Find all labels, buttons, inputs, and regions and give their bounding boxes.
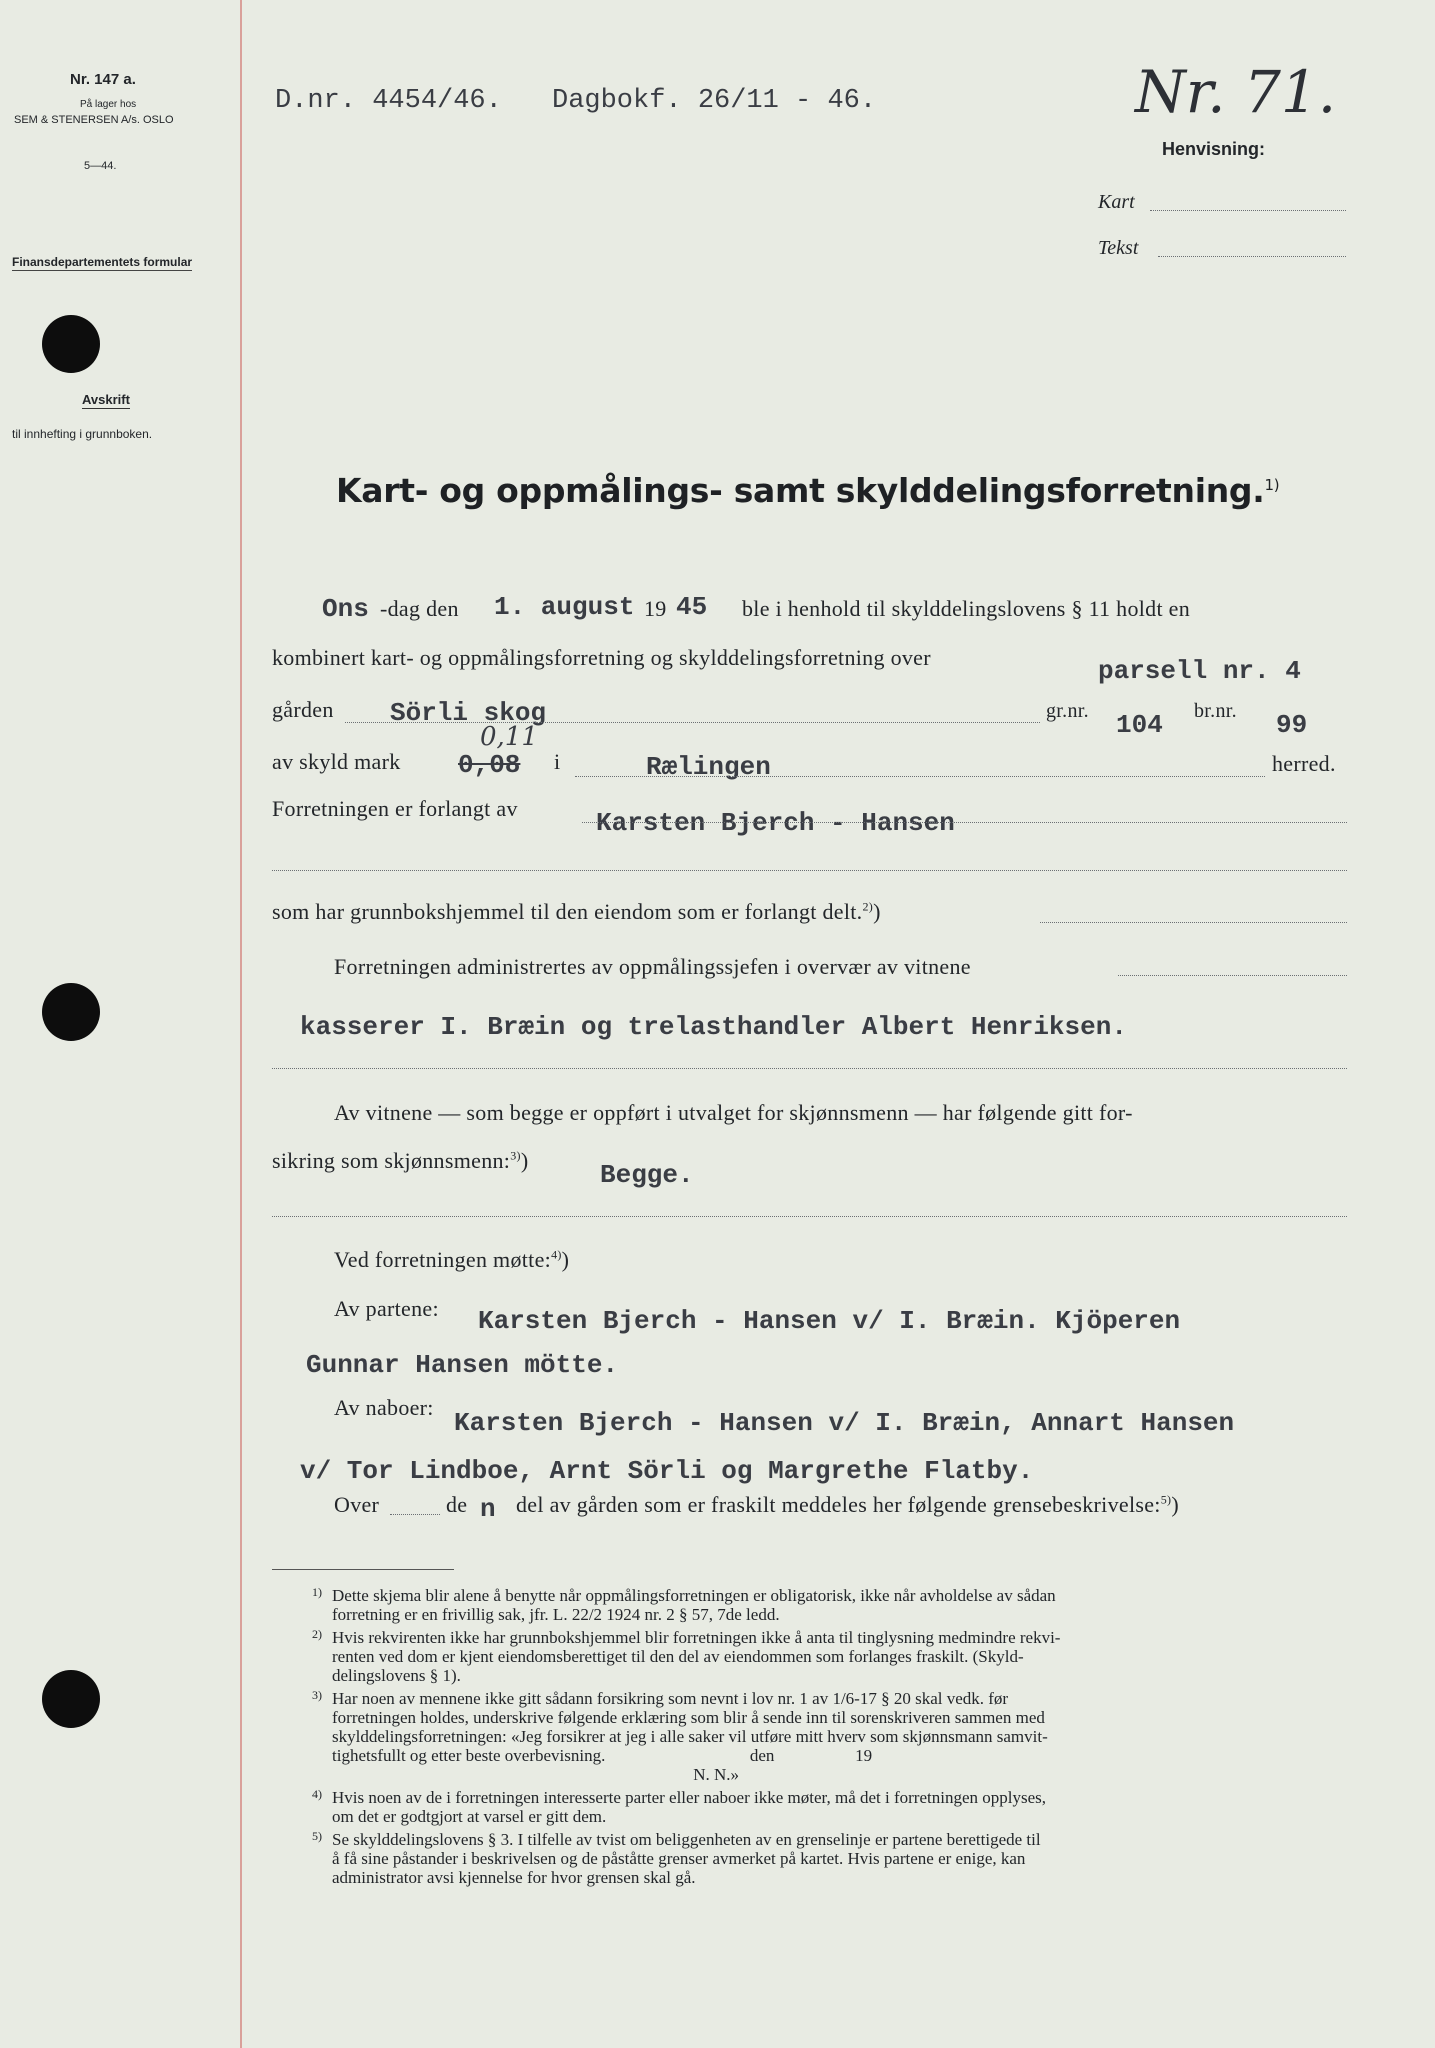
title-holder-line — [1040, 922, 1347, 923]
bnr-label: br.nr. — [1194, 700, 1237, 722]
footnote-line: renten ved dom er kjent eiendomsberettiget til den del av eiendommen som forlanges fraskilt. (Skyld- — [332, 1647, 1024, 1666]
footnote-line: Dette skjema blir alene å benytte når oppmålingsforretningen er obligatorisk, ikke når avholdelse av sådan — [332, 1586, 1056, 1605]
title-footnote-marker: 1) — [1264, 476, 1280, 494]
footnote-line: tighetsfullt og etter beste overbevisning. den 19 — [332, 1746, 873, 1765]
handwritten-number: Nr. 71. — [1135, 58, 1337, 126]
footnote-line: delingslovens § 1). — [332, 1666, 461, 1685]
footnote-line: administrator avsi kjennelse for hvor grensen skal gå. — [332, 1868, 696, 1887]
date-code: 5—44. — [84, 160, 117, 172]
parties-label: Av partene: — [334, 1296, 439, 1321]
boundary-text: del av gården som er fraskilt meddeles her følgende grensebeskrivelse:$^{5)}$) — [516, 1492, 1179, 1517]
footnote-line: N. N.» — [332, 1765, 740, 1784]
document-title: Kart- og oppmålings- samt skylddelingsforretning.$^{1)}$ — [336, 471, 1280, 510]
requested-by-label: Forretningen er forlangt av — [272, 796, 518, 821]
in-label: i — [554, 749, 561, 774]
neighbours-label: Av naboer: — [334, 1395, 434, 1420]
footnote-4 — [312, 1787, 1347, 1826]
margin-rule — [240, 0, 242, 2048]
parcel-typed: parsell nr. 4 — [1098, 656, 1301, 686]
footnote-1 — [312, 1585, 1347, 1624]
hjemmel-footnote-marker: 2) — [862, 899, 874, 914]
publisher-line-2: SEM & STENERSEN A/s. OSLO — [14, 114, 174, 126]
neighbours-typed-1: Karsten Bjerch - Hansen v/ I. Bræin, Annart Hansen — [454, 1408, 1235, 1438]
tax-value-label: av skyld mark — [272, 749, 401, 774]
witnesses-line — [272, 1068, 1347, 1069]
attended-footnote-marker: 4) — [551, 1247, 562, 1262]
district-typed: Rælingen — [646, 752, 771, 782]
text-label: Tekst — [1098, 237, 1139, 259]
part-suffix-typed: n — [480, 1494, 496, 1524]
punch-hole — [42, 315, 100, 373]
map-reference-line — [1150, 210, 1346, 211]
neighbours-typed-2: v/ Tor Lindboe, Arnt Sörli og Margrethe Flatby. — [300, 1456, 1034, 1486]
farm-name-typed: Sörli skog — [390, 698, 547, 728]
footnote-line: forretningen holdes, underskrive følgende erklæring som blir å sende inn til sorenskriveren sammen med — [332, 1708, 1045, 1727]
witnesses-typed: kasserer I. Bræin og trelasthandler Albert Henriksen. — [300, 1012, 1127, 1042]
footnote-number: 1) — [312, 1585, 322, 1599]
footnote-line: Hvis noen av de i forretningen interesserte parter eller naboer ikke møter, må det i forretningen opplyses, — [332, 1788, 1047, 1807]
footnote-line: Se skylddelingslovens § 3. I tilfelle av tvist om beliggenheten av en grenselinje er partene berettigede til — [332, 1830, 1041, 1849]
publisher-line-1: På lager hos — [80, 99, 137, 110]
footnote-line: om det er godtgjort at varsel er gitt dem. — [332, 1807, 607, 1826]
footnote-3 — [312, 1688, 1347, 1784]
year-typed: 45 — [676, 592, 708, 622]
administered-line — [1118, 975, 1347, 976]
part-label: de — [446, 1492, 468, 1517]
copy-note: til innhefting i grunnboken. — [12, 427, 153, 441]
boundary-footnote-marker: 5) — [1160, 1492, 1172, 1507]
over-label: Over — [334, 1492, 380, 1517]
weekday-suffix: -dag den — [380, 596, 459, 621]
witness-text-2: sikring som skjønnsmenn:$^{3)}$) — [272, 1148, 529, 1173]
footnote-5 — [312, 1829, 1347, 1887]
copy-label: Avskrift — [82, 392, 130, 407]
parties-typed-2: Gunnar Hansen mötte. — [306, 1350, 619, 1380]
requested-by-line — [582, 822, 1347, 823]
title-holder-text: som har grunnbokshjemmel til den eiendom som er forlangt delt.$^{2)}$) — [272, 899, 881, 924]
paragraph-line-1: ble i henhold til skylddelingslovens § 11 holdt en — [742, 596, 1191, 621]
administered-text: Forretningen administrertes av oppmålingssjefen i overvær av vitnene — [334, 954, 971, 979]
witness-line — [272, 1216, 1347, 1217]
district-label: herred. — [1272, 751, 1336, 776]
map-label: Kart — [1098, 191, 1135, 213]
diary-date: Dagbokf. 26/11 - 46. — [552, 86, 877, 116]
footnote-2 — [312, 1627, 1347, 1685]
over-line — [390, 1514, 440, 1515]
footnote-number: 4) — [312, 1787, 322, 1801]
bnr-value: 99 — [1276, 710, 1308, 740]
punch-hole — [42, 1670, 100, 1728]
blank-line — [272, 870, 1347, 871]
witness-footnote-marker: 3) — [510, 1148, 521, 1163]
gnr-value: 104 — [1116, 710, 1163, 740]
form-number: Nr. 147 a. — [70, 71, 136, 88]
footnote-line: skylddelingsforretningen: «Jeg forsikrer at jeg i alle saker vil utføre mitt hverv som skjønnsmann samvit- — [332, 1727, 1048, 1746]
gnr-label: gr.nr. — [1046, 700, 1089, 722]
footnote-line: å få sine påstander i beskrivelsen og de påståtte grenser avmerket på kartet. Hvis partene er enige, kan — [332, 1849, 1026, 1868]
weekday-typed: Ons — [322, 594, 369, 624]
farm-label: gården — [272, 697, 334, 722]
footnote-rule — [272, 1569, 454, 1570]
year-prefix: 19 — [644, 596, 667, 621]
date-typed: 1. august — [494, 592, 635, 622]
journal-number: D.nr. 4454/46. — [275, 86, 502, 116]
witness-assurance-typed: Begge. — [600, 1160, 694, 1190]
paragraph-line-2: kombinert kart- og oppmålingsforretning og skylddelingsforretning over — [272, 645, 931, 670]
attended-label: Ved forretningen møtte:$^{4)}$) — [334, 1247, 570, 1272]
reference-label: Henvisning: — [1162, 139, 1266, 159]
witness-text-1: Av vitnene — som begge er oppført i utvalget for skjønnsmenn — har følgende gitt for- — [334, 1100, 1133, 1125]
ministry-label: Finansdepartementets formular — [12, 255, 193, 269]
text-reference-line — [1158, 256, 1346, 257]
requested-by-typed: Karsten Bjerch - Hansen — [596, 808, 955, 838]
footnote-line: Hvis rekvirenten ikke har grunnbokshjemmel blir forretningen ikke å anta til tinglysning medmindre rekvi- — [332, 1628, 1061, 1647]
footnote-number: 5) — [312, 1829, 322, 1843]
punch-hole — [42, 983, 100, 1041]
footnote-line: Har noen av mennene ikke gitt sådann forsikring som nevnt i lov nr. 1 av 1/6-17 § 20 skal vedk. før — [332, 1689, 1009, 1708]
footnote-number: 3) — [312, 1688, 322, 1702]
footnote-number: 2) — [312, 1627, 322, 1641]
tax-value-handwritten: 0,11 — [480, 722, 538, 752]
farm-name-line — [345, 722, 1040, 723]
footnote-line: forretning er en frivillig sak, jfr. L. 22/2 1924 nr. 2 § 57, 7de ledd. — [332, 1605, 780, 1624]
tax-value-typed: 0,08 — [458, 750, 521, 780]
parties-typed-1: Karsten Bjerch - Hansen v/ I. Bræin. Kjöperen — [478, 1306, 1181, 1336]
footnotes — [312, 1585, 1347, 1891]
district-line — [575, 776, 1265, 777]
